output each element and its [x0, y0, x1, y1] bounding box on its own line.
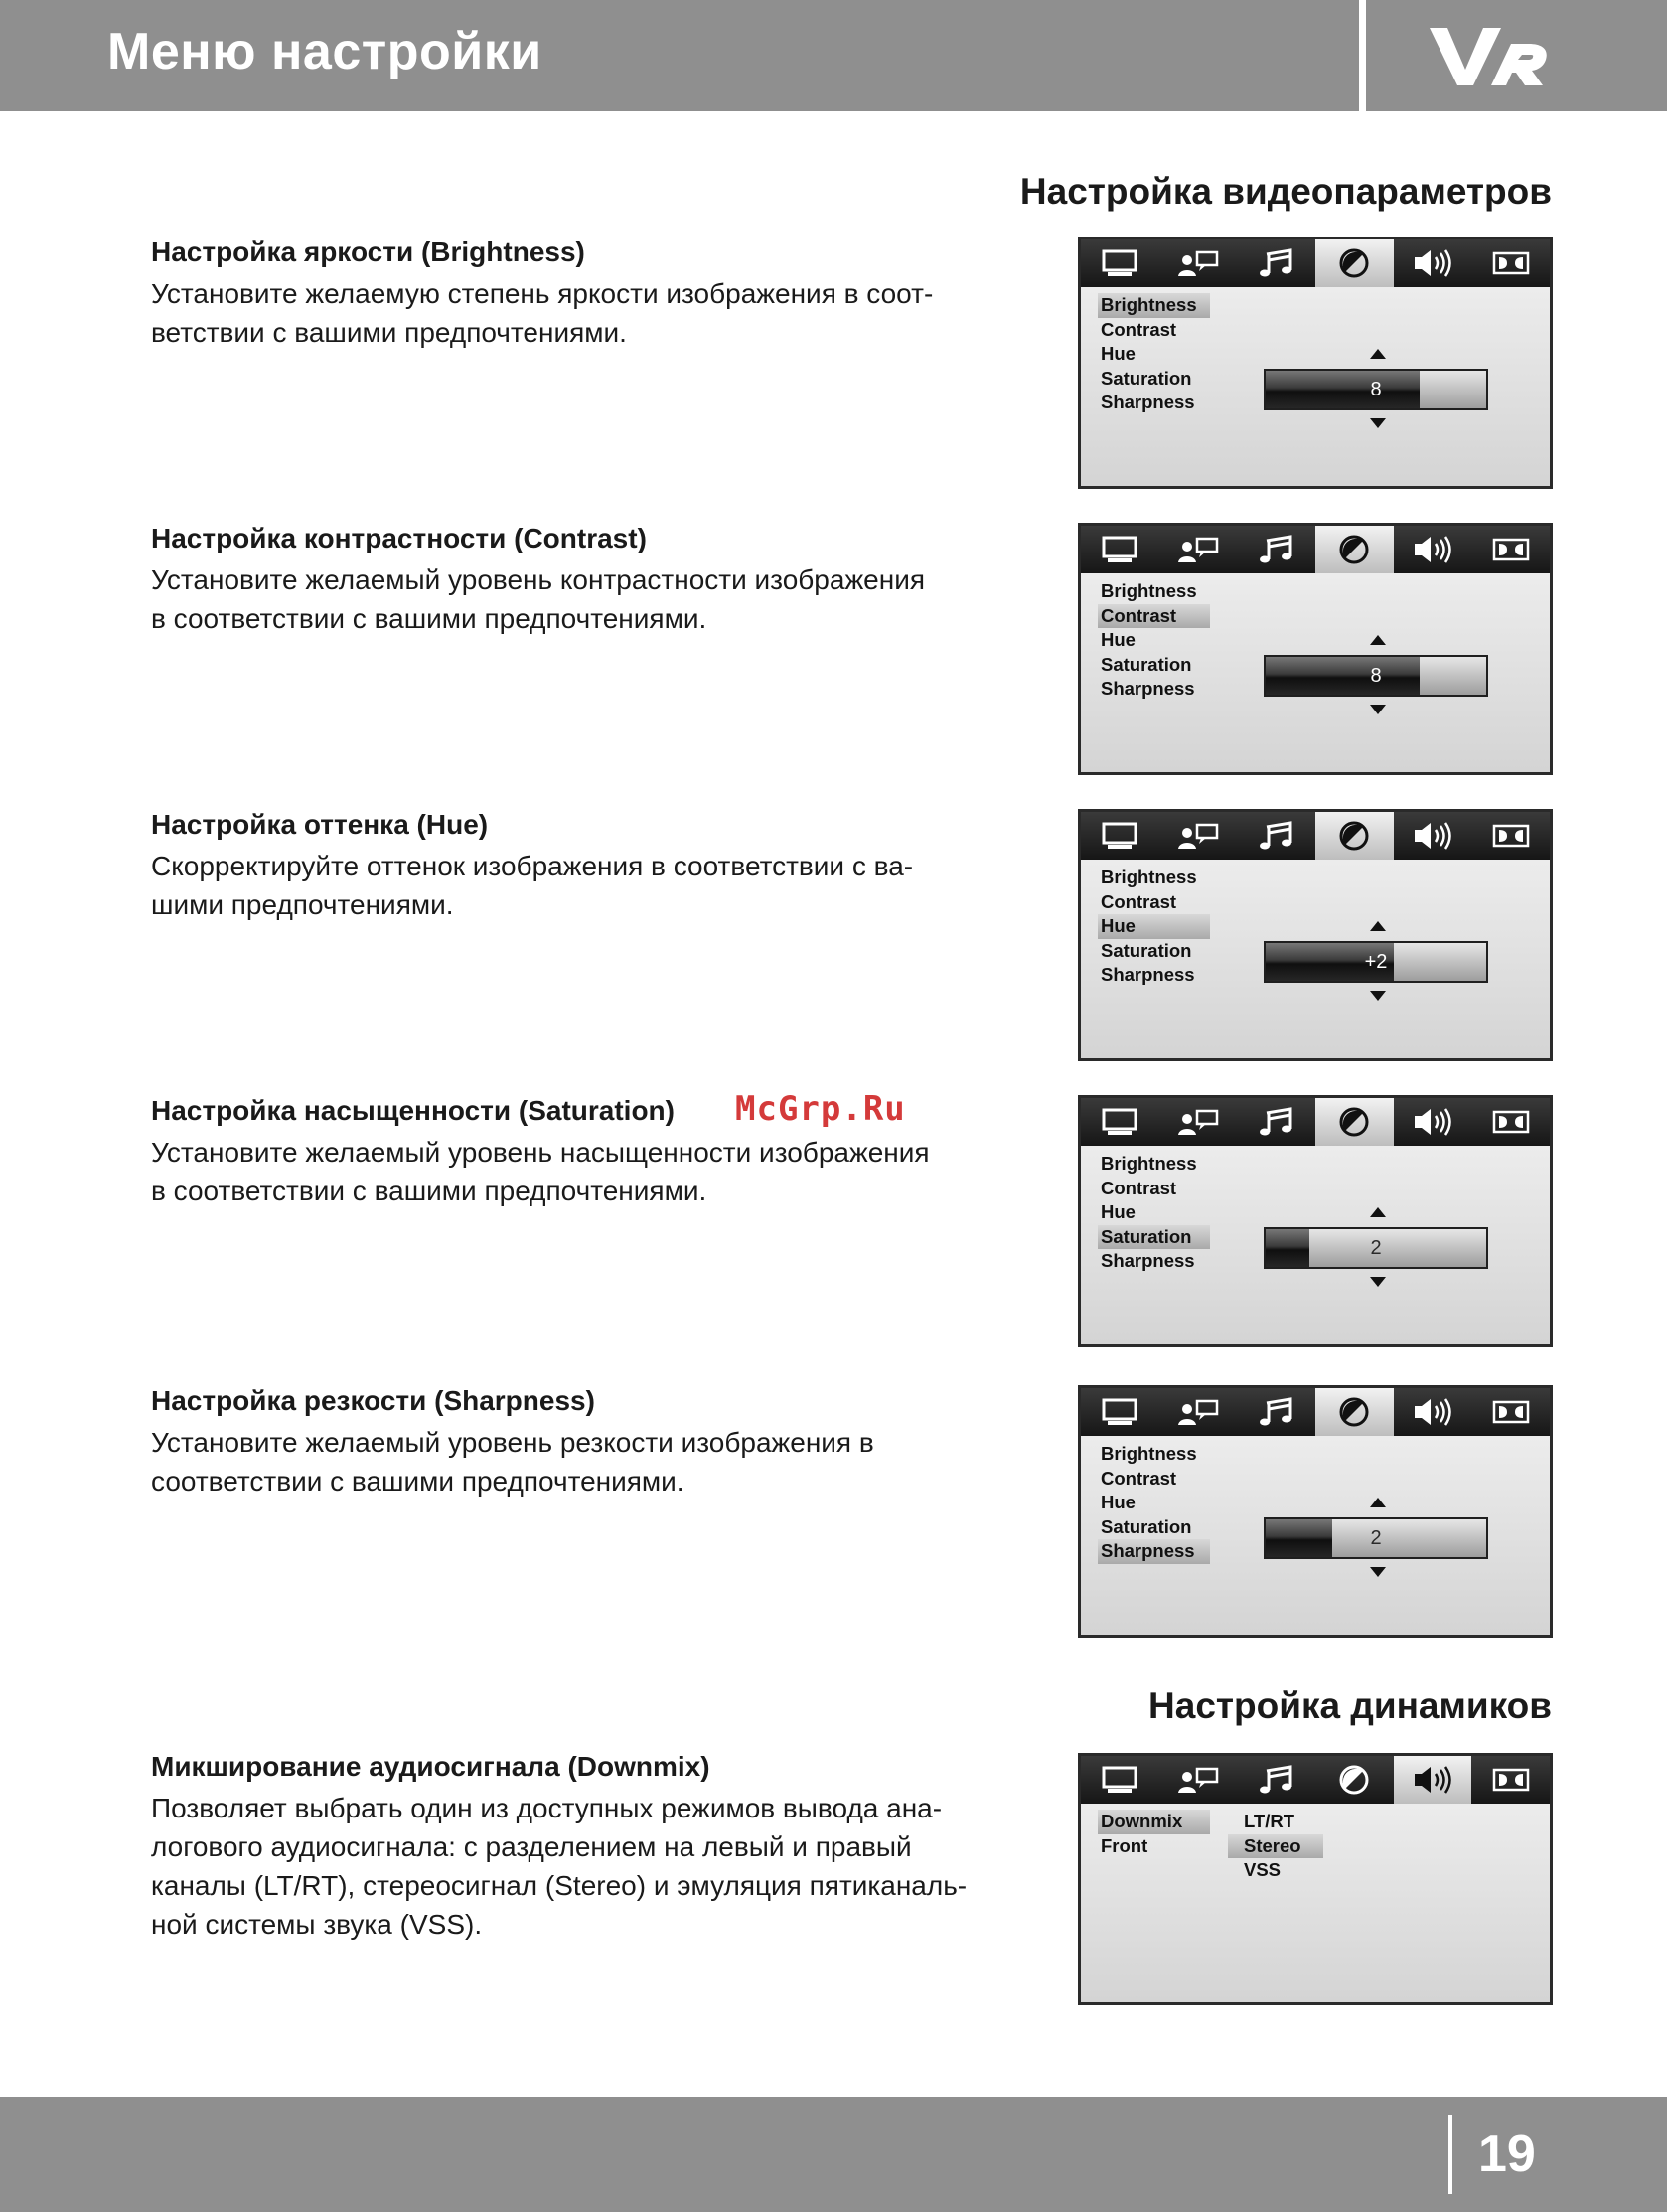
- osd-body: [1081, 287, 1550, 486]
- value-slider: [1264, 941, 1488, 983]
- speaker-icon: [1394, 1756, 1472, 1804]
- osd-menu-list: [1098, 293, 1210, 415]
- slider-value: 8: [1370, 379, 1382, 400]
- speaker-icon: [1394, 812, 1472, 860]
- desc-line: в соответствии с вашими предпочтениями.: [151, 1176, 707, 1206]
- video-icon: [1315, 526, 1394, 573]
- osd-menu-item: Hue: [1101, 343, 1136, 365]
- osd-menu-item: Saturation: [1101, 1515, 1192, 1537]
- dolby-icon: [1471, 1756, 1550, 1804]
- dolby-icon: [1471, 239, 1550, 287]
- item-title-brightness: Настройка яркости (Brightness): [151, 237, 585, 267]
- desc-line: ной системы звука (VSS).: [151, 1909, 483, 1940]
- monitor-icon: [1081, 239, 1159, 287]
- desc-line: логового аудиосигнала: с разделением на левый и правый: [151, 1831, 912, 1862]
- osd-menu-list: [1098, 1152, 1210, 1274]
- desc-line: Установите желаемый уровень насыщенности изображения: [151, 1137, 930, 1168]
- desc-line: Установите желаемую степень яркости изображения в соот-: [151, 278, 934, 309]
- osd-menu-item: Sharpness: [1098, 1539, 1210, 1564]
- slider-value: +2: [1364, 951, 1388, 973]
- desc-line: Установите желаемый уровень резкости изображения в: [151, 1427, 874, 1458]
- osd-menu-item: Contrast: [1101, 1467, 1177, 1489]
- desc-line: шими предпочтениями.: [151, 889, 454, 920]
- osd-menu-list: [1098, 579, 1210, 702]
- osd-menu-item: Brightness: [1101, 867, 1197, 887]
- audio-icon: [1237, 1388, 1315, 1436]
- value-slider: [1264, 655, 1488, 697]
- osd-screen-downmix: [1078, 1753, 1553, 2005]
- desc-line: каналы (LT/RT), стереосигнал (Stereo) и эмуляция пятиканаль-: [151, 1870, 968, 1901]
- osd-body: [1081, 1804, 1550, 2002]
- osd-body: [1081, 1436, 1550, 1635]
- osd-menu-item: Contrast: [1101, 1177, 1177, 1198]
- osd-tab-bar: [1081, 1388, 1550, 1436]
- language-icon: [1159, 812, 1238, 860]
- slider-value: 2: [1370, 1237, 1382, 1259]
- desc-line: Скорректируйте оттенок изображения в соответствии с ва-: [151, 851, 914, 881]
- dolby-icon: [1471, 1388, 1550, 1436]
- page-number: 19: [1478, 2126, 1536, 2183]
- desc-line: Позволяет выбрать один из доступных режимов вывода ана-: [151, 1793, 943, 1823]
- osd-menu-item: Saturation: [1101, 653, 1192, 675]
- arrow-down-icon: [1370, 1277, 1386, 1287]
- arrow-down-icon: [1370, 1567, 1386, 1577]
- osd-menu-list: [1098, 866, 1210, 988]
- monitor-icon: [1081, 1098, 1159, 1146]
- osd-menu-item: Hue: [1101, 1201, 1136, 1223]
- osd-body: [1081, 860, 1550, 1058]
- arrow-up-icon: [1370, 349, 1386, 359]
- osd-menu-item: Sharpness: [1101, 678, 1195, 700]
- osd-screen-hue: [1078, 809, 1553, 1061]
- audio-icon: [1237, 526, 1315, 573]
- osd-tab-bar: [1081, 239, 1550, 287]
- item-title-sharpness: Настройка резкости (Sharpness): [151, 1385, 595, 1416]
- value-slider: [1264, 1227, 1488, 1269]
- osd-tab-bar: [1081, 1098, 1550, 1146]
- downmix-options: [1228, 1810, 1323, 1883]
- audio-icon: [1237, 1756, 1315, 1804]
- language-icon: [1159, 1388, 1238, 1436]
- video-icon: [1315, 812, 1394, 860]
- speaker-icon: [1394, 1388, 1472, 1436]
- page-footer: [0, 2097, 1667, 2212]
- item-desc-saturation: [151, 1133, 995, 1210]
- item-desc-downmix: [151, 1789, 995, 1944]
- video-icon: [1315, 1756, 1394, 1804]
- audio-icon: [1237, 812, 1315, 860]
- header-divider: [1359, 0, 1366, 111]
- audio-icon: [1237, 239, 1315, 287]
- osd-menu-item: Sharpness: [1101, 392, 1195, 413]
- arrow-up-icon: [1370, 1207, 1386, 1217]
- item-title-hue: Настройка оттенка (Hue): [151, 809, 489, 840]
- slider-value: 2: [1370, 1527, 1382, 1549]
- desc-line: в соответствии с вашими предпочтениями.: [151, 603, 707, 634]
- arrow-down-icon: [1370, 418, 1386, 428]
- osd-screen-brightness: [1078, 237, 1553, 489]
- desc-line: ветствии с вашими предпочтениями.: [151, 317, 627, 348]
- item-title-downmix: Микширование аудиосигнала (Downmix): [151, 1751, 710, 1782]
- monitor-icon: [1081, 1756, 1159, 1804]
- osd-menu-item: Hue: [1098, 914, 1210, 939]
- language-icon: [1159, 526, 1238, 573]
- desc-line: Установите желаемый уровень контрастности изображения: [151, 564, 926, 595]
- audio-icon: [1237, 1098, 1315, 1146]
- footer-divider: [1448, 2115, 1452, 2194]
- language-icon: [1159, 239, 1238, 287]
- watermark: McGrp.Ru: [735, 1089, 906, 1129]
- value-slider: [1264, 1517, 1488, 1559]
- osd-menu-item: Hue: [1101, 629, 1136, 651]
- dolby-icon: [1471, 812, 1550, 860]
- osd-menu-item: Saturation: [1101, 367, 1192, 389]
- osd-menu-item: Hue: [1101, 1492, 1136, 1513]
- dolby-icon: [1471, 526, 1550, 573]
- item-desc-sharpness: [151, 1423, 995, 1501]
- downmix-option: VSS: [1244, 1859, 1282, 1881]
- arrow-down-icon: [1370, 705, 1386, 714]
- item-title-contrast: Настройка контрастности (Contrast): [151, 523, 647, 553]
- arrow-up-icon: [1370, 635, 1386, 645]
- osd-screen-sharpness: [1078, 1385, 1553, 1638]
- language-icon: [1159, 1756, 1238, 1804]
- item-desc-brightness: [151, 274, 995, 352]
- osd-menu-item: Brightness: [1101, 1153, 1197, 1174]
- osd-body: [1081, 573, 1550, 772]
- osd-menu-item: Downmix: [1098, 1810, 1210, 1834]
- slider-value: 8: [1370, 665, 1382, 687]
- osd-menu-item: Contrast: [1101, 890, 1177, 912]
- dolby-icon: [1471, 1098, 1550, 1146]
- value-slider: [1264, 369, 1488, 410]
- speaker-icon: [1394, 526, 1472, 573]
- osd-menu-item: Brightness: [1101, 580, 1197, 601]
- osd-body: [1081, 1146, 1550, 1344]
- video-icon: [1315, 1388, 1394, 1436]
- osd-menu-item: Front: [1101, 1834, 1148, 1856]
- monitor-icon: [1081, 812, 1159, 860]
- language-icon: [1159, 1098, 1238, 1146]
- video-icon: [1315, 1098, 1394, 1146]
- osd-menu-item: Contrast: [1098, 604, 1210, 629]
- downmix-option: Stereo: [1228, 1834, 1323, 1859]
- osd-menu-item: Contrast: [1101, 318, 1177, 340]
- arrow-down-icon: [1370, 991, 1386, 1001]
- monitor-icon: [1081, 526, 1159, 573]
- osd-tab-bar: [1081, 526, 1550, 573]
- item-desc-hue: [151, 847, 995, 924]
- arrow-up-icon: [1370, 1498, 1386, 1507]
- item-title-saturation: Настройка насыщенности (Saturation): [151, 1095, 675, 1126]
- item-desc-contrast: [151, 560, 995, 638]
- osd-screen-saturation: [1078, 1095, 1553, 1347]
- desc-line: соответствии с вашими предпочтениями.: [151, 1466, 684, 1497]
- section-title-speaker: Настройка динамиков: [1148, 1685, 1552, 1726]
- osd-menu-item: Saturation: [1101, 939, 1192, 961]
- osd-menu-item: Sharpness: [1101, 964, 1195, 986]
- osd-menu-item: Sharpness: [1101, 1250, 1195, 1272]
- speaker-icon: [1394, 239, 1472, 287]
- osd-tab-bar: [1081, 812, 1550, 860]
- osd-tab-bar: [1081, 1756, 1550, 1804]
- osd-menu-item: Brightness: [1098, 293, 1210, 318]
- speaker-icon: [1394, 1098, 1472, 1146]
- osd-menu-list: [1098, 1442, 1210, 1564]
- vr-logo: [1426, 18, 1555, 93]
- arrow-up-icon: [1370, 921, 1386, 931]
- osd-screen-contrast: [1078, 523, 1553, 775]
- osd-menu-item: Saturation: [1098, 1225, 1210, 1250]
- osd-menu-list: [1098, 1810, 1210, 1858]
- monitor-icon: [1081, 1388, 1159, 1436]
- downmix-option: LT/RT: [1244, 1811, 1295, 1831]
- section-title-video: Настройка видеопараметров: [1019, 171, 1552, 212]
- page-title: Меню настройки: [107, 23, 542, 80]
- osd-menu-item: Brightness: [1101, 1443, 1197, 1464]
- video-icon: [1315, 239, 1394, 287]
